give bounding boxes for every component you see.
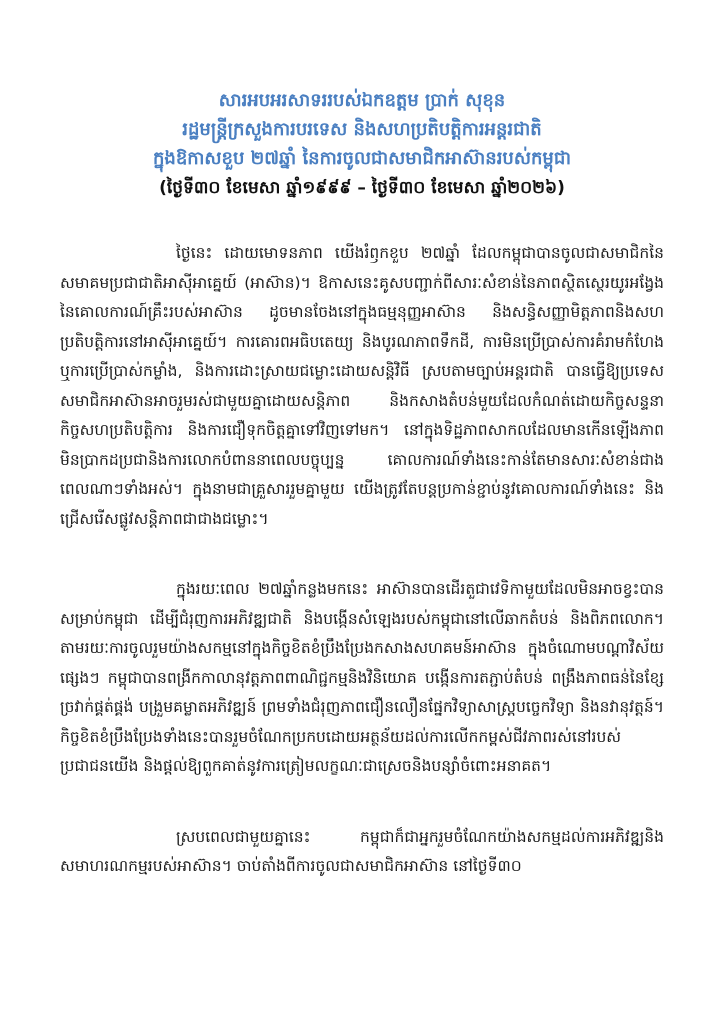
body-paragraph-3: ស្របពេលជាមួយគ្នានេះ កម្ពុជាក៏ជាអ្នករួមចំណែកយ៉ាងសកម្មដល់ការអភិវឌ្ឍនិងសមាហរណកម្មរបស់អាស៊ាន។ ចាប់តាំងពីការចូលជាសមាជិកអាស៊ាន នៅថ្ងៃទី៣០: [60, 827, 664, 875]
title-line-2: រដ្ឋមន្ត្រីក្រសួងការបរទេស និងសហប្រតិបត្តិការអន្តរជាតិ: [182, 119, 542, 140]
body-paragraph-1: ថ្ងៃនេះ ដោយមោទនភាព យើងរំឭកខួប ២៧ឆ្នាំ ដែលកម្ពុជាបានចូលជាសមាជិកនៃសមាគមប្រជាជាតិអាស៊ីអាគ្នេយ៍ (អាស៊ាន)។ ឱកាសនេះគូសបញ្ជាក់ពីសារៈសំខាន់នៃភាពស្ថិតស្ថេរយូរអង្វែងនៃគោលការណ៍គ្រឹះរបស់អាស៊ាន ដូចមានចែងនៅក្នុងធម្មនុញ្ញអាស៊ាន និងសន្ធិសញ្ញាមិត្តភាពនិងសហប្រតិបត្តិការនៅអាស៊ីអាគ្នេយ៍។ ការគោរពអធិបតេយ្យ និងបូរណភាពទឹកដី, ការមិនប្រើប្រាស់ការគំរាមកំហែង ឬការប្រើប្រាស់កម្លាំង, និងការដោះស្រាយជម្លោះដោយសន្តិវិធី ស្របតាមច្បាប់អន្តរជាតិ បានធ្វើឱ្យប្រទេសសមាជិកអាស៊ានអាចរួមរស់ជាមួយគ្នាដោយសន្តិភាព និងកសាងតំបន់មួយដែលកំណត់ដោយកិច្ចសន្ទនា កិច្ចសហប្រតិបត្តិការ និងការជឿទុកចិត្តគ្នាទៅវិញទៅមក។ នៅក្នុងទិដ្ឋភាពសាកលដែលមានកើនឡើងភាពមិនប្រាកដប្រជានិងការលោកបំពាននាពេលបច្ចុប្បន្ន គោលការណ៍ទាំងនេះកាន់តែមានសារៈសំខាន់ជាងពេលណាៗទាំងអស់។ ក្នុងនាមជាគ្រួសាររួមគ្នាមួយ យើងត្រូវតែបន្តប្រកាន់ខ្ជាប់នូវគោលការណ៍ទាំងនេះ និងជ្រើសរើសផ្លូវសន្តិភាពជាជាងជម្លោះ។: [60, 244, 664, 528]
letter-body: [60, 239, 664, 882]
letter-header: [60, 86, 664, 203]
date-range-line: (ថ្ងៃទី៣០ ខែមេសា ឆ្នាំ១៩៩៩ – ថ្ងៃទី៣០ ខែមេសា ឆ្នាំ២០២៦): [159, 178, 565, 198]
title-line-3: ក្នុងឱកាសខួប ២៧ឆ្នាំ នៃការចូលជាសមាជិកអាស៊ានរបស់កម្ពុជា: [153, 148, 571, 169]
body-paragraph-2: ក្នុងរយៈពេល ២៧ឆ្នាំកន្លងមកនេះ អាស៊ានបានដើរតួជាវេទិកាមួយដែលមិនអាចខ្វះបាន សម្រាប់កម្ពុជា ដើម្បីជំរុញការអភិវឌ្ឍជាតិ និងបង្កើនសំឡេងរបស់កម្ពុជានៅលើឆាកតំបន់ និងពិភពលោក។ តាមរយៈការចូលរួមយ៉ាងសកម្មនៅក្នុងកិច្ចខិតខំប្រឹងប្រែងកសាងសហគមន៍អាស៊ាន ក្នុងចំណោមបណ្តាវិស័យផ្សេងៗ កម្ពុជាបានពង្រីកកាលានុវត្តភាពពាណិជ្ជកម្មនិងវិនិយោគ បង្កើនការតភ្ជាប់តំបន់ ពង្រឹងភាពធន់នៃខ្សែច្រវាក់ផ្គត់ផ្គង់ បង្រួមគម្លាតអភិវឌ្ឍន៍ ព្រមទាំងជំរុញភាពជឿនលឿនផ្នែកវិទ្យាសាស្ត្របច្ចេកវិទ្យា និងនវានុវត្តន៍។ កិច្ចខិតខំប្រឹងប្រែងទាំងនេះបានរួមចំណែកប្រកបដោយអត្ថន័យដល់ការលើកកម្ពស់ជីវភាពរស់នៅរបស់ប្រជាជនយើង និងផ្តល់ឱ្យពួកគាត់នូវការត្រៀមលក្ខណៈជាស្រេចនិងបន្សាំចំពោះអនាគត។: [60, 580, 664, 775]
title-line-1: សារអបអរសាទររបស់ឯកឧត្តម ប្រាក់ សុខុន: [218, 90, 506, 111]
